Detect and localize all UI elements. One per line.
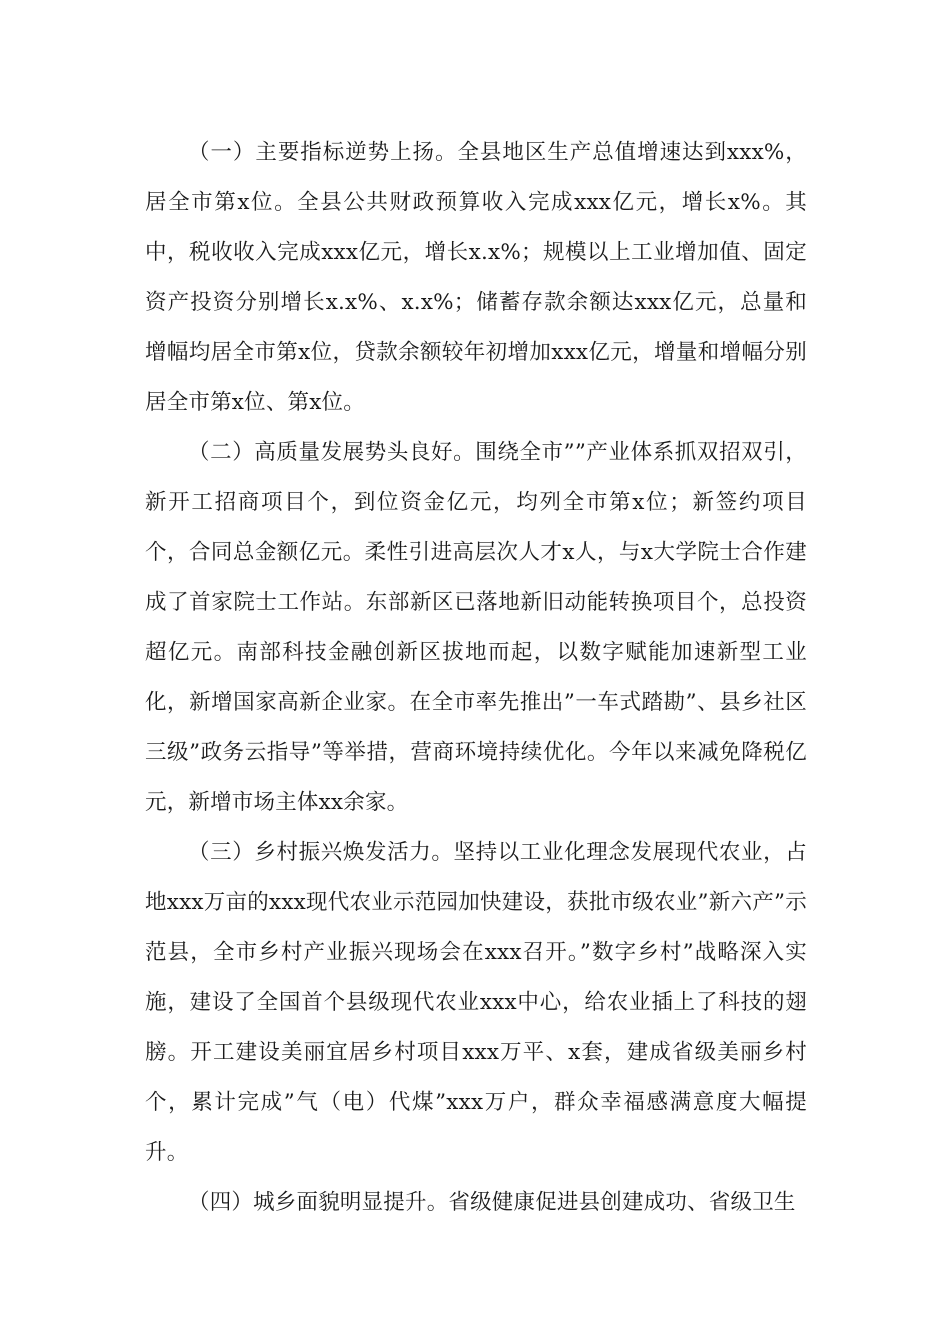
document-body [145, 128, 807, 1228]
paragraph-rural-revitalization: （三）乡村振兴焕发活力。坚持以工业化理念发展现代农业，占地xxx万亩的xxx现代农业示范园加快建设，获批市级农业”新六产”示范县，全市乡村产业振兴现场会在xxx召开。”数字乡村”战略深入实施，建设了全国首个县级现代农业xxx中心，给农业插上了科技的翅膀。开工建设美丽宜居乡村项目xxx万平、x套，建成省级美丽乡村个，累计完成”气（电）代煤”xxx万户，群众幸福感满意度大幅提升。 [145, 840, 807, 1165]
paragraph-indicators: （一）主要指标逆势上扬。全县地区生产总值增速达到xxx%，居全市第x位。全县公共财政预算收入完成xxx亿元，增长x%。其中，税收收入完成xxx亿元，增长x.x%；规模以上工业增加值、固定资产投资分别增长x.x%、x.x%；储蓄存款余额达xxx亿元，总量和增幅均居全市第x位，贷款余额较年初增加xxx亿元，增量和增幅分别居全市第x位、第x位。 [145, 140, 807, 415]
paragraph-urban-rural-appearance: （四）城乡面貌明显提升。省级健康促进县创建成功、省级卫生 [188, 1190, 796, 1215]
paragraph-high-quality-development: （二）高质量发展势头良好。围绕全市””产业体系抓双招双引，新开工招商项目个，到位资金亿元，均列全市第x位；新签约项目个，合同总金额亿元。柔性引进高层次人才x人，与x大学院士合作建成了首家院士工作站。东部新区已落地新旧动能转换项目个，总投资超亿元。南部科技金融创新区拔地而起，以数字赋能加速新型工业化，新增国家高新企业家。在全市率先推出”一车式踏勘”、县乡社区三级”政务云指导”等举措，营商环境持续优化。今年以来减免降税亿元，新增市场主体xx余家。 [145, 440, 807, 815]
